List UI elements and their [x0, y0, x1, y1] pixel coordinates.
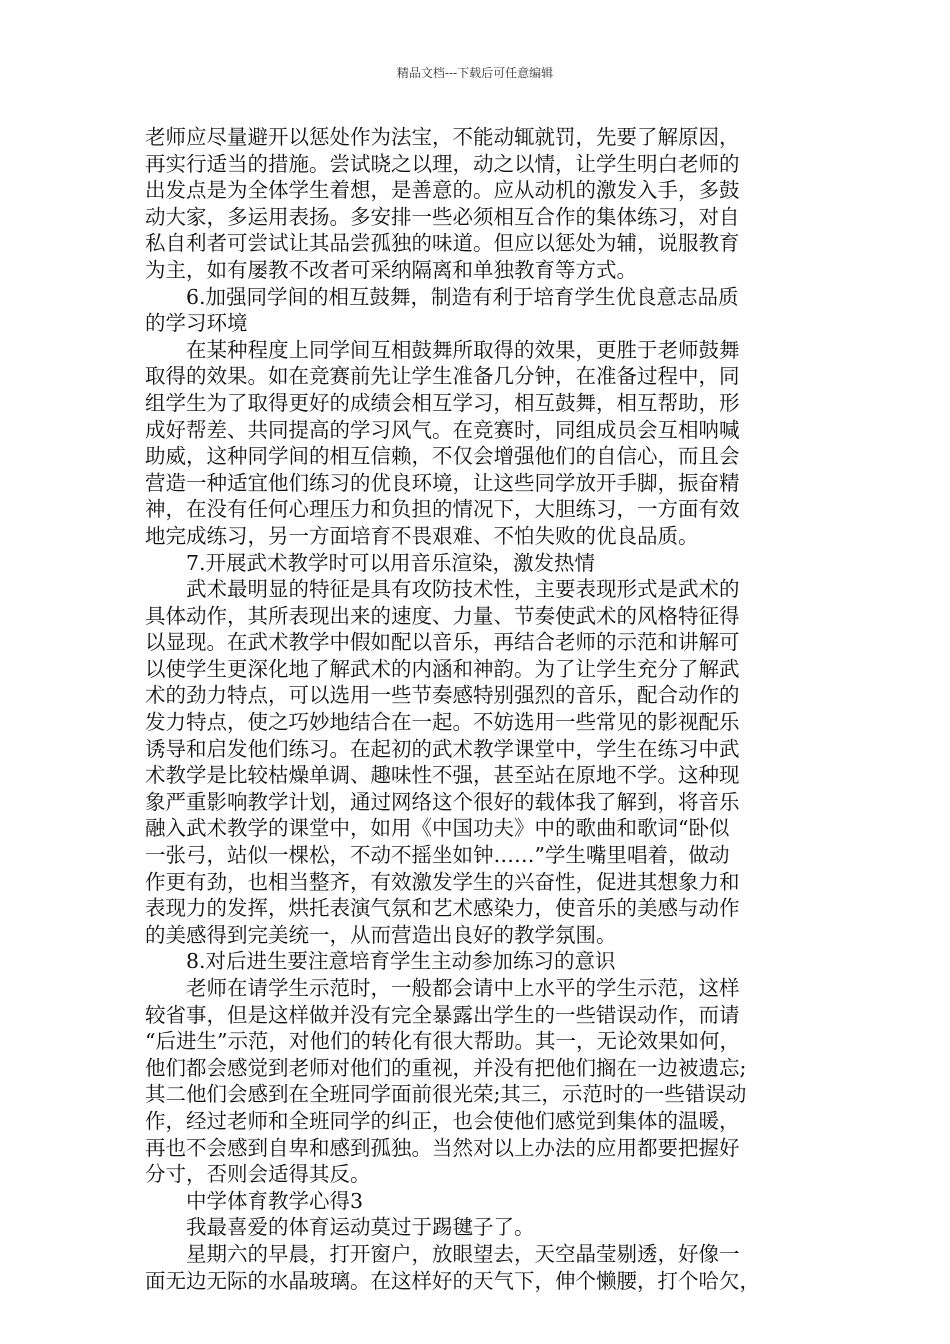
text-line: 术教学是比较枯燥单调、趣味性不强，甚至站在原地不学。这种现 — [145, 763, 740, 788]
paragraph — [145, 576, 815, 948]
text-line: 成好帮差、共同提高的学习风气。在竞赛时，同组成员会互相呐喊 — [145, 417, 740, 442]
text-line: 我最喜爱的体育运动莫过于踢毽子了。 — [186, 1215, 535, 1240]
text-line: 地完成练习，另一方面培育不畏艰难、不怕失败的优良品质。 — [145, 523, 699, 548]
text-line: 发力特点，使之巧妙地结合在一起。不妨选用一些常见的影视配乐 — [145, 710, 740, 735]
text-line: 再实行适当的措施。尝试晓之以理，动之以情，让学生明白老师的 — [145, 151, 740, 176]
text-line: 融入武术教学的课堂中，如用《中国功夫》中的歌曲和歌词“卧似 — [145, 816, 730, 841]
text-line: 术的劲力特点，可以选用一些节奏感特别强烈的音乐，配合动作的 — [145, 683, 740, 708]
text-line: 表现力的发挥，烘托表演气氛和艺术感染力，使音乐的美感与动作 — [145, 896, 740, 921]
document-body — [145, 124, 815, 1294]
text-line: 的学习环境 — [145, 311, 248, 336]
text-line: 出发点是为全体学生着想，是善意的。应从动机的激发入手，多鼓 — [145, 178, 740, 203]
paragraph — [145, 975, 815, 1188]
text-line: 以显现。在武术教学中假如配以音乐，再结合老师的示范和讲解可 — [145, 630, 740, 655]
paragraph — [145, 550, 815, 577]
text-line: 老师在请学生示范时，一般都会请中上水平的学生示范，这样 — [186, 976, 740, 1000]
text-line: 诱导和启发他们练习。在起初的武术教学课堂中，学生在练习中武 — [145, 736, 740, 761]
text-line: 私自利者可尝试让其品尝孤独的味道。但应以惩处为辅，说服教育 — [145, 231, 740, 256]
page-header: 精品文档---下载后可任意编辑 — [396, 66, 554, 80]
text-line: 神，在没有任何心理压力和负担的情况下，大胆练习，一方面有效 — [145, 497, 740, 522]
text-line: 面无边无际的水晶玻璃。在这样好的天气下，伸个懒腰，打个哈欠， — [145, 1268, 760, 1293]
text-line: 8.对后进生要注意培育学生主动参加练习的意识 — [186, 949, 616, 974]
text-line: 作更有劲，也相当整齐，有效激发学生的兴奋性，促进其想象力和 — [145, 869, 740, 894]
text-line: 象严重影响教学计划，通过网络这个很好的载体我了解到，将音乐 — [145, 789, 740, 814]
text-line: “后进生”示范，对他们的转化有很大帮助。其一，无论效果如何， — [145, 1029, 740, 1054]
text-line: 取得的效果。如在竞赛前先让学生准备几分钟，在准备过程中，同 — [145, 364, 740, 389]
text-line: 7.开展武术教学时可以用音乐渲染，激发热情 — [186, 550, 596, 575]
text-line: 的美感得到完美统一，从而营造出良好的教学氛围。 — [145, 922, 617, 947]
text-line: 再也不会感到自卑和感到孤独。当然对以上办法的应用都要把握好 — [145, 1135, 740, 1160]
text-line: 星期六的早晨，打开窗户，放眼望去，天空晶莹剔透，好像一 — [186, 1241, 740, 1266]
text-line: 在某种程度上同学间互相鼓舞所取得的效果，更胜于老师鼓舞 — [186, 337, 740, 362]
text-line: 具体动作，其所表现出来的速度、力量、节奏使武术的风格特征得 — [145, 603, 740, 628]
text-line: 分寸，否则会适得其反。 — [145, 1162, 371, 1187]
text-line: 他们都会感觉到老师对他们的重视，并没有把他们搁在一边被遗忘; — [145, 1055, 747, 1080]
text-line: 6.加强同学间的相互鼓舞，制造有利于培育学生优良意志品质 — [186, 284, 739, 309]
text-line: 以使学生更深化地了解武术的内涵和神韵。为了让学生充分了解武 — [145, 656, 740, 681]
text-line: 作，经过老师和全班同学的纠正，也会使他们感觉到集体的温暖， — [145, 1108, 740, 1133]
text-line: 老师应尽量避开以惩处作为法宝，不能动辄就罚，先要了解原因， — [145, 125, 740, 149]
text-line: 动大家，多运用表扬。多安排一些必须相互合作的集体练习，对自 — [145, 204, 740, 229]
paragraph — [145, 948, 815, 975]
text-line: 为主，如有屡教不改者可采纳隔离和单独教育等方式。 — [145, 257, 637, 282]
paragraph — [145, 1188, 815, 1215]
text-line: 组学生为了取得更好的成绩会相互学习，相互鼓舞，相互帮助，形 — [145, 390, 740, 415]
paragraph — [145, 1214, 815, 1241]
text-line: 助威，这种同学间的相互信赖，不仅会增强他们的自信心，而且会 — [145, 444, 740, 469]
paragraph — [145, 337, 815, 550]
paragraph — [145, 1241, 815, 1294]
paragraph — [145, 284, 815, 337]
text-line: 其二他们会感到在全班同学面前很光荣;其三，示范时的一些错误动 — [145, 1082, 747, 1107]
paragraph — [145, 124, 815, 284]
text-line: 营造一种适宜他们练习的优良环境，让这些同学放开手脚，振奋精 — [145, 470, 740, 495]
text-line: 中学体育教学心得3 — [186, 1188, 364, 1213]
text-line: 武术最明显的特征是具有攻防技术性，主要表现形式是武术的 — [186, 577, 740, 602]
text-line: 一张弓，站似一棵松，不动不摇坐如钟……”学生嘴里唱着，做动 — [145, 843, 730, 868]
text-line: 较省事，但是这样做并没有完全暴露出学生的一些错误动作，而请 — [145, 1002, 740, 1027]
